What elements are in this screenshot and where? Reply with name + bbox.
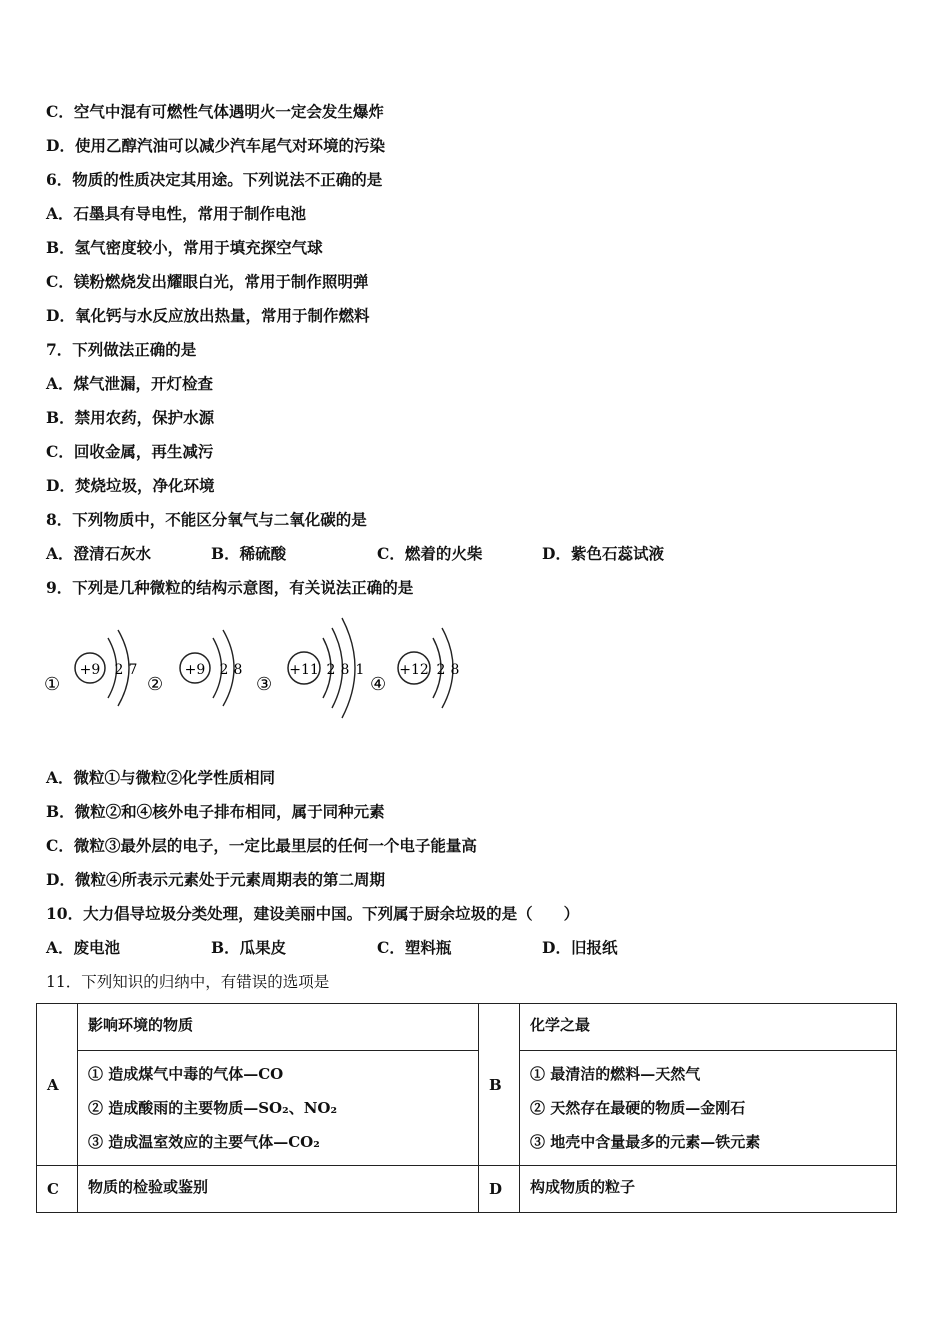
particle-2-label: ② [147, 674, 164, 695]
q10-option-d: D．旧报纸 [542, 938, 618, 957]
q8-stem: 8．下列物质中，不能区分氧气与二氧化碳的是 [46, 510, 367, 529]
particle-3-shell-1: 2 [326, 662, 336, 678]
knowledge-table [36, 1003, 897, 1213]
table-label-c: C [37, 1166, 78, 1213]
particle-3-shell-2: 8 [340, 662, 350, 678]
particle-1-label: ① [44, 674, 61, 695]
particle-4-shell-2: 8 [450, 662, 460, 678]
particle-3-label: ③ [256, 674, 273, 695]
particle-1-shell-2: 7 [128, 662, 138, 678]
cell-a-items [78, 1051, 479, 1166]
q6-option-c: C．镁粉燃烧发出耀眼白光，常用于制作照明弹 [46, 272, 369, 291]
table-label-a: A [37, 1004, 78, 1166]
q8-option-b: B．稀硫酸 [211, 544, 287, 563]
cell-b-item-2: ② 天然存在最硬的物质—金刚石 [530, 1099, 746, 1117]
q5-option-d: D．使用乙醇汽油可以减少汽车尾气对环境的污染 [46, 136, 385, 155]
q8-option-c: C．燃着的火柴 [377, 544, 483, 563]
q10-option-a: A．废电池 [46, 938, 121, 957]
particle-3-shell-3: 1 [355, 662, 365, 678]
cell-b-header: 化学之最 [520, 1004, 897, 1051]
cell-a-item-3: ③ 造成温室效应的主要气体—CO₂ [88, 1133, 320, 1151]
particle-1-nucleus: +9 [79, 662, 101, 678]
particle-3-nucleus: +11 [289, 662, 319, 678]
q6-option-d: D．氧化钙与水反应放出热量，常用于制作燃料 [46, 306, 370, 325]
q10-stem: 10．大力倡导垃圾分类处理，建设美丽中国。下列属于厨余垃圾的是（ ） [46, 904, 580, 923]
q9-option-b: B．微粒②和④核外电子排布相同，属于同种元素 [46, 802, 385, 821]
q6-stem: 6．物质的性质决定其用途。下列说法不正确的是 [46, 170, 383, 189]
cell-b-item-1: ① 最清洁的燃料—天然气 [530, 1065, 701, 1083]
table-label-d: D [479, 1166, 520, 1213]
particle-4-shell-1: 2 [436, 662, 446, 678]
q7-option-d: D．焚烧垃圾，净化环境 [46, 476, 215, 495]
q9-stem: 9．下列是几种微粒的结构示意图，有关说法正确的是 [46, 578, 414, 597]
q9-option-c: C．微粒③最外层的电子，一定比最里层的任何一个电子能量高 [46, 836, 477, 855]
particle-2-nucleus: +9 [184, 662, 206, 678]
q7-stem: 7．下列做法正确的是 [46, 340, 197, 359]
q5-option-c: C．空气中混有可燃性气体遇明火一定会发生爆炸 [46, 102, 384, 121]
particle-structure-diagrams [40, 610, 480, 730]
cell-a-item-2: ② 造成酸雨的主要物质—SO₂、NO₂ [88, 1099, 338, 1117]
q8-option-d: D．紫色石蕊试液 [542, 544, 664, 563]
cell-a-header: 影响环境的物质 [78, 1004, 479, 1051]
q8-option-a: A．澄清石灰水 [46, 544, 152, 563]
particle-2-shell-2: 8 [233, 662, 243, 678]
q10-option-b: B．瓜果皮 [211, 938, 287, 957]
particle-4-label: ④ [370, 674, 387, 695]
q9-option-d: D．微粒④所表示元素处于元素周期表的第二周期 [46, 870, 385, 889]
q9-option-a: A．微粒①与微粒②化学性质相同 [46, 768, 276, 787]
cell-d-header: 构成物质的粒子 [520, 1166, 897, 1213]
q7-option-a: A．煤气泄漏，开灯检查 [46, 374, 214, 393]
cell-b-items [520, 1051, 897, 1166]
particle-1-shell-1: 2 [114, 662, 124, 678]
cell-c-header: 物质的检验或鉴别 [78, 1166, 479, 1213]
cell-a-item-1: ① 造成煤气中毒的气体—CO [88, 1065, 284, 1083]
q10-option-c: C．塑料瓶 [377, 938, 452, 957]
q7-option-b: B．禁用农药，保护水源 [46, 408, 215, 427]
particle-2-shell-1: 2 [219, 662, 229, 678]
q7-option-c: C．回收金属，再生减污 [46, 442, 214, 461]
q11-stem: 11．下列知识的归纳中，有错误的选项是 [46, 973, 330, 991]
cell-b-item-3: ③ 地壳中含量最多的元素—铁元素 [530, 1133, 761, 1151]
q6-option-b: B．氢气密度较小，常用于填充探空气球 [46, 238, 323, 257]
table-label-b: B [479, 1004, 520, 1166]
q6-option-a: A．石墨具有导电性，常用于制作电池 [46, 204, 307, 223]
particle-4-nucleus: +12 [399, 662, 429, 678]
